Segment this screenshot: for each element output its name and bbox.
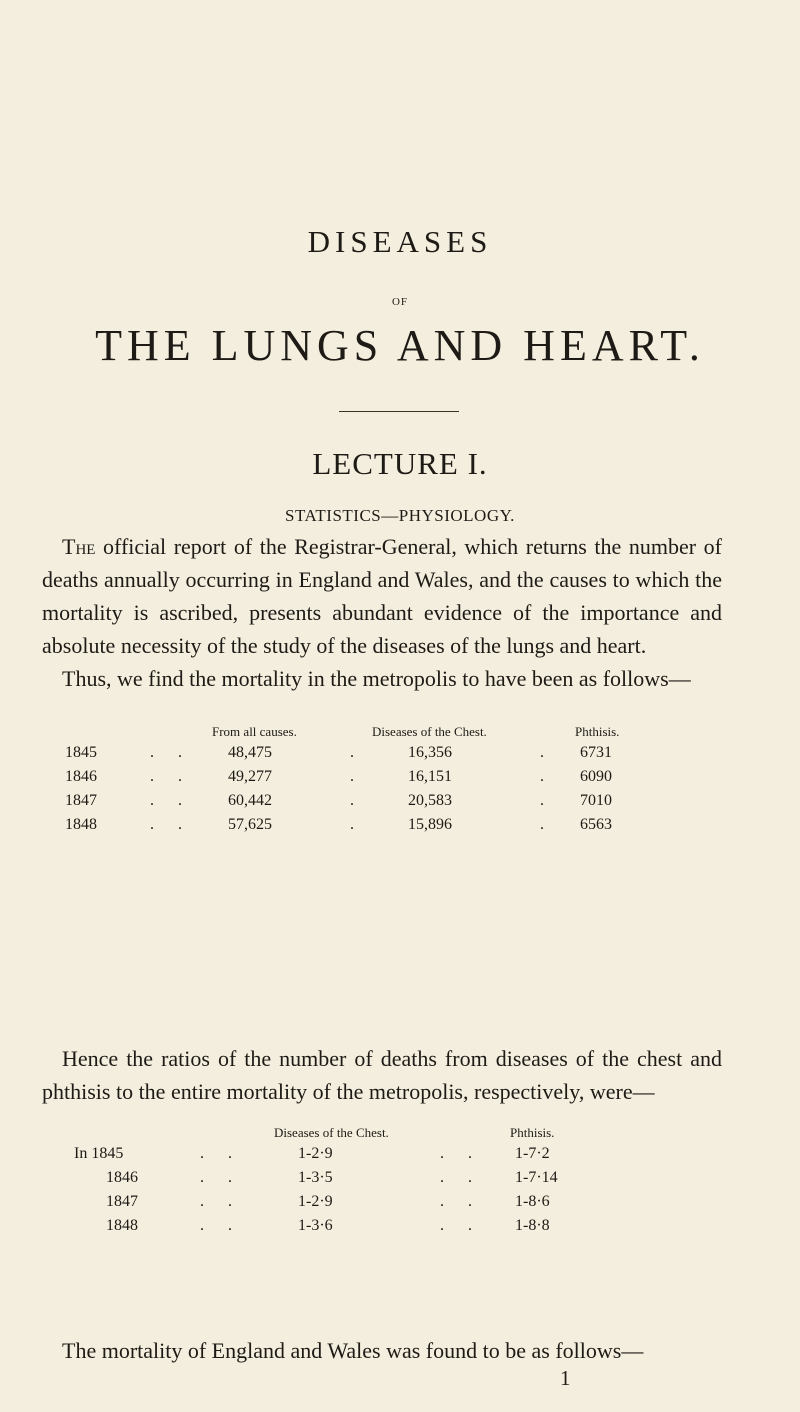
cell-all-causes: 48,475	[228, 744, 272, 761]
cell-phthisis: 6563	[580, 816, 612, 833]
table-header-row	[0, 1125, 800, 1147]
column-header-phthisis: Phthisis.	[510, 1125, 555, 1140]
row-year: 1845	[65, 744, 97, 761]
table-row	[0, 1169, 800, 1191]
title-connector: OF	[391, 296, 409, 308]
cell-phthisis: 7010	[580, 792, 612, 809]
cell-phthisis-ratio: 1-8·8	[515, 1217, 550, 1234]
leader-dots: . .	[200, 1217, 242, 1234]
book-subtitle: THE LUNGS AND HEART.	[95, 321, 705, 370]
paragraph-england-wales: The mortality of England and Wales was found to be as follows—	[62, 1338, 644, 1363]
cell-all-causes: 49,277	[228, 768, 272, 785]
table-row	[0, 1145, 800, 1167]
row-year: 1846	[65, 768, 97, 785]
column-header-chest: Diseases of the Chest.	[372, 724, 487, 739]
leader-dots: . .	[440, 1169, 482, 1186]
cell-chest-ratio: 1-3·5	[298, 1169, 333, 1186]
table-row	[0, 768, 800, 790]
leader-dots: . .	[150, 744, 192, 761]
title-divider	[339, 411, 459, 412]
cell-phthisis-ratio: 1-8·6	[515, 1193, 550, 1210]
cell-chest: 20,583	[408, 792, 452, 809]
table-row	[0, 792, 800, 814]
cell-phthisis-ratio: 1-7·2	[515, 1145, 550, 1162]
book-title: DISEASES	[307, 224, 493, 259]
cell-phthisis-ratio: 1-7·14	[515, 1169, 558, 1186]
leader-dots: . .	[440, 1145, 482, 1162]
row-year: 1846	[106, 1169, 138, 1186]
column-header-phthisis: Phthisis.	[575, 724, 620, 739]
paragraph-metropolis: Thus, we find the mortality in the metropolis to have been as follows—	[62, 666, 691, 691]
leader-dots: .	[540, 792, 554, 809]
paragraph-ratios: Hence the ratios of the number of deaths from diseases of the chest and phthisis to the entire mortality of the metropolis, respectively, were—	[42, 1046, 722, 1104]
cell-chest-ratio: 1-2·9	[298, 1145, 333, 1162]
leader-dots: . .	[200, 1193, 242, 1210]
column-header-all-causes: From all causes.	[212, 724, 297, 739]
paragraph-lead-word: The	[62, 534, 96, 559]
leader-dots: . .	[440, 1217, 482, 1234]
leader-dots: .	[350, 792, 364, 809]
leader-dots: .	[540, 768, 554, 785]
table-header-row	[0, 724, 800, 746]
row-year: 1848	[65, 816, 97, 833]
leader-dots: . .	[150, 792, 192, 809]
section-heading: STATISTICS—PHYSIOLOGY.	[285, 506, 515, 525]
cell-chest: 15,896	[408, 816, 452, 833]
cell-chest: 16,151	[408, 768, 452, 785]
row-year: 1847	[106, 1193, 138, 1210]
leader-dots: .	[540, 744, 554, 761]
leader-dots: .	[350, 768, 364, 785]
table-row	[0, 744, 800, 766]
leader-dots: .	[350, 816, 364, 833]
row-year: 1847	[65, 792, 97, 809]
paragraph-intro	[42, 530, 722, 662]
table-row	[0, 1193, 800, 1215]
cell-all-causes: 60,442	[228, 792, 272, 809]
cell-chest: 16,356	[408, 744, 452, 761]
table-row	[0, 816, 800, 838]
leader-dots: . .	[150, 816, 192, 833]
page-number: 1	[560, 1366, 571, 1390]
column-header-chest: Diseases of the Chest.	[274, 1125, 389, 1140]
cell-phthisis: 6090	[580, 768, 612, 785]
row-year: 1848	[106, 1217, 138, 1234]
table-row	[0, 1217, 800, 1239]
leader-dots: .	[350, 744, 364, 761]
leader-dots: .	[540, 816, 554, 833]
leader-dots: . .	[200, 1169, 242, 1186]
cell-phthisis: 6731	[580, 744, 612, 761]
leader-dots: . .	[440, 1193, 482, 1210]
lecture-heading: LECTURE I.	[312, 446, 488, 481]
cell-all-causes: 57,625	[228, 816, 272, 833]
cell-chest-ratio: 1-2·9	[298, 1193, 333, 1210]
row-year: In 1845	[74, 1145, 124, 1162]
cell-chest-ratio: 1-3·6	[298, 1217, 333, 1234]
paragraph-intro-text: official report of the Registrar-General, which returns the number of deaths annually occurring in England and Wales, and the causes to which the mortality is ascribed, presents abundant evidence of the importance and absolute necessity of the study of the diseases of the lungs and heart.	[42, 534, 722, 658]
leader-dots: . .	[200, 1145, 242, 1162]
leader-dots: . .	[150, 768, 192, 785]
